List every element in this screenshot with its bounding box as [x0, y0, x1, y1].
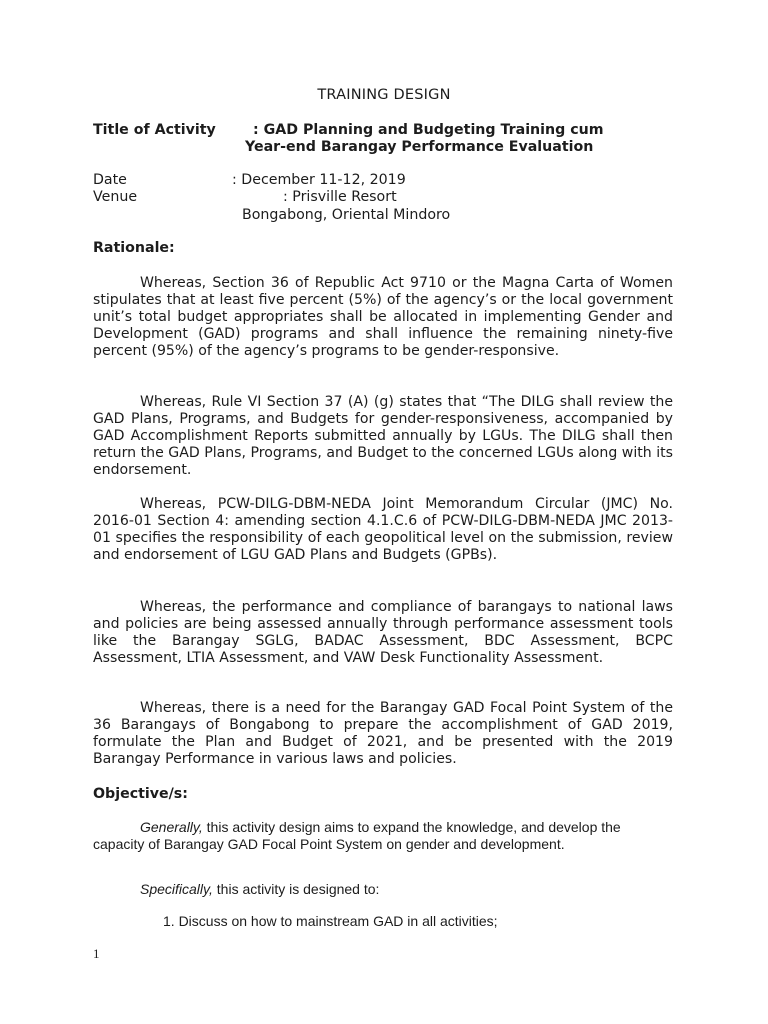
- rationale-heading: Rationale:: [93, 240, 175, 256]
- general-lead: Generally,: [140, 819, 203, 835]
- general-text: this activity design aims to expand the knowledge, and develop the capacity of Barangay GAD Focal Point System on gender and development.: [93, 819, 621, 852]
- venue-value-line1: : Prisville Resort: [283, 189, 397, 205]
- rationale-paragraph-3: Whereas, PCW-DILG-DBM-NEDA Joint Memorandum Circular (JMC) No. 2016-01 Section 4: amending section 4.1.C.6 of PCW-DILG-DBM-NEDA JMC 2013-01 specifies the responsibility of each geopolitical level on the submission, review and endorsement of LGU GAD Plans and Budgets (GPBs).: [93, 496, 673, 564]
- date-value: : December 11-12, 2019: [232, 172, 406, 188]
- activity-value-line1: : GAD Planning and Budgeting Training cum: [253, 122, 604, 138]
- specific-text: this activity is designed to:: [212, 881, 380, 897]
- specific-lead: Specifically,: [140, 881, 213, 897]
- page-number: 1: [93, 946, 100, 961]
- rationale-paragraph-5: Whereas, there is a need for the Barangay GAD Focal Point System of the 36 Barangays of Bongabong to prepare the accomplishment of GAD 2019, formulate the Plan and Budget of 2021, and be presented with the 2019 Barangay Performance in various laws and policies.: [93, 700, 673, 768]
- venue-value-line2: Bongabong, Oriental Mindoro: [242, 207, 451, 223]
- general-objective: [93, 819, 673, 853]
- date-label: Date: [93, 172, 127, 188]
- venue-label: Venue: [93, 189, 138, 205]
- document-title: TRAINING DESIGN: [317, 87, 451, 103]
- objectives-heading: Objective/s:: [93, 786, 188, 802]
- rationale-paragraph-1: Whereas, Section 36 of Republic Act 9710 or the Magna Carta of Women stipulates that at least five percent (5%) of the agency’s or the local government unit’s total budget appropriates shall be allocated in implementing Gender and Development (GAD) programs and shall influence the remaining ninety-five percent (95%) of the agency’s programs to be gender-responsive.: [93, 275, 673, 360]
- rationale-paragraph-4: Whereas, the performance and compliance of barangays to national laws and policies are being assessed annually through performance assessment tools like the Barangay SGLG, BADAC Assessment, BDC Assessment, BCPC Assessment, LTIA Assessment, and VAW Desk Functionality Assessment.: [93, 599, 673, 667]
- activity-value-line2: Year-end Barangay Performance Evaluation: [245, 139, 594, 155]
- activity-label: Title of Activity: [93, 122, 216, 138]
- objective-list-item-1: 1. Discuss on how to mainstream GAD in all activities;: [163, 913, 498, 929]
- specific-objective: [93, 881, 673, 898]
- rationale-paragraph-2: Whereas, Rule VI Section 37 (A) (g) states that “The DILG shall review the GAD Plans, Programs, and Budgets for gender-responsiveness, accompanied by GAD Accomplishment Reports submitted annually by LGUs. The DILG shall then return the GAD Plans, Programs, and Budget to the concerned LGUs along with its endorsement.: [93, 394, 673, 479]
